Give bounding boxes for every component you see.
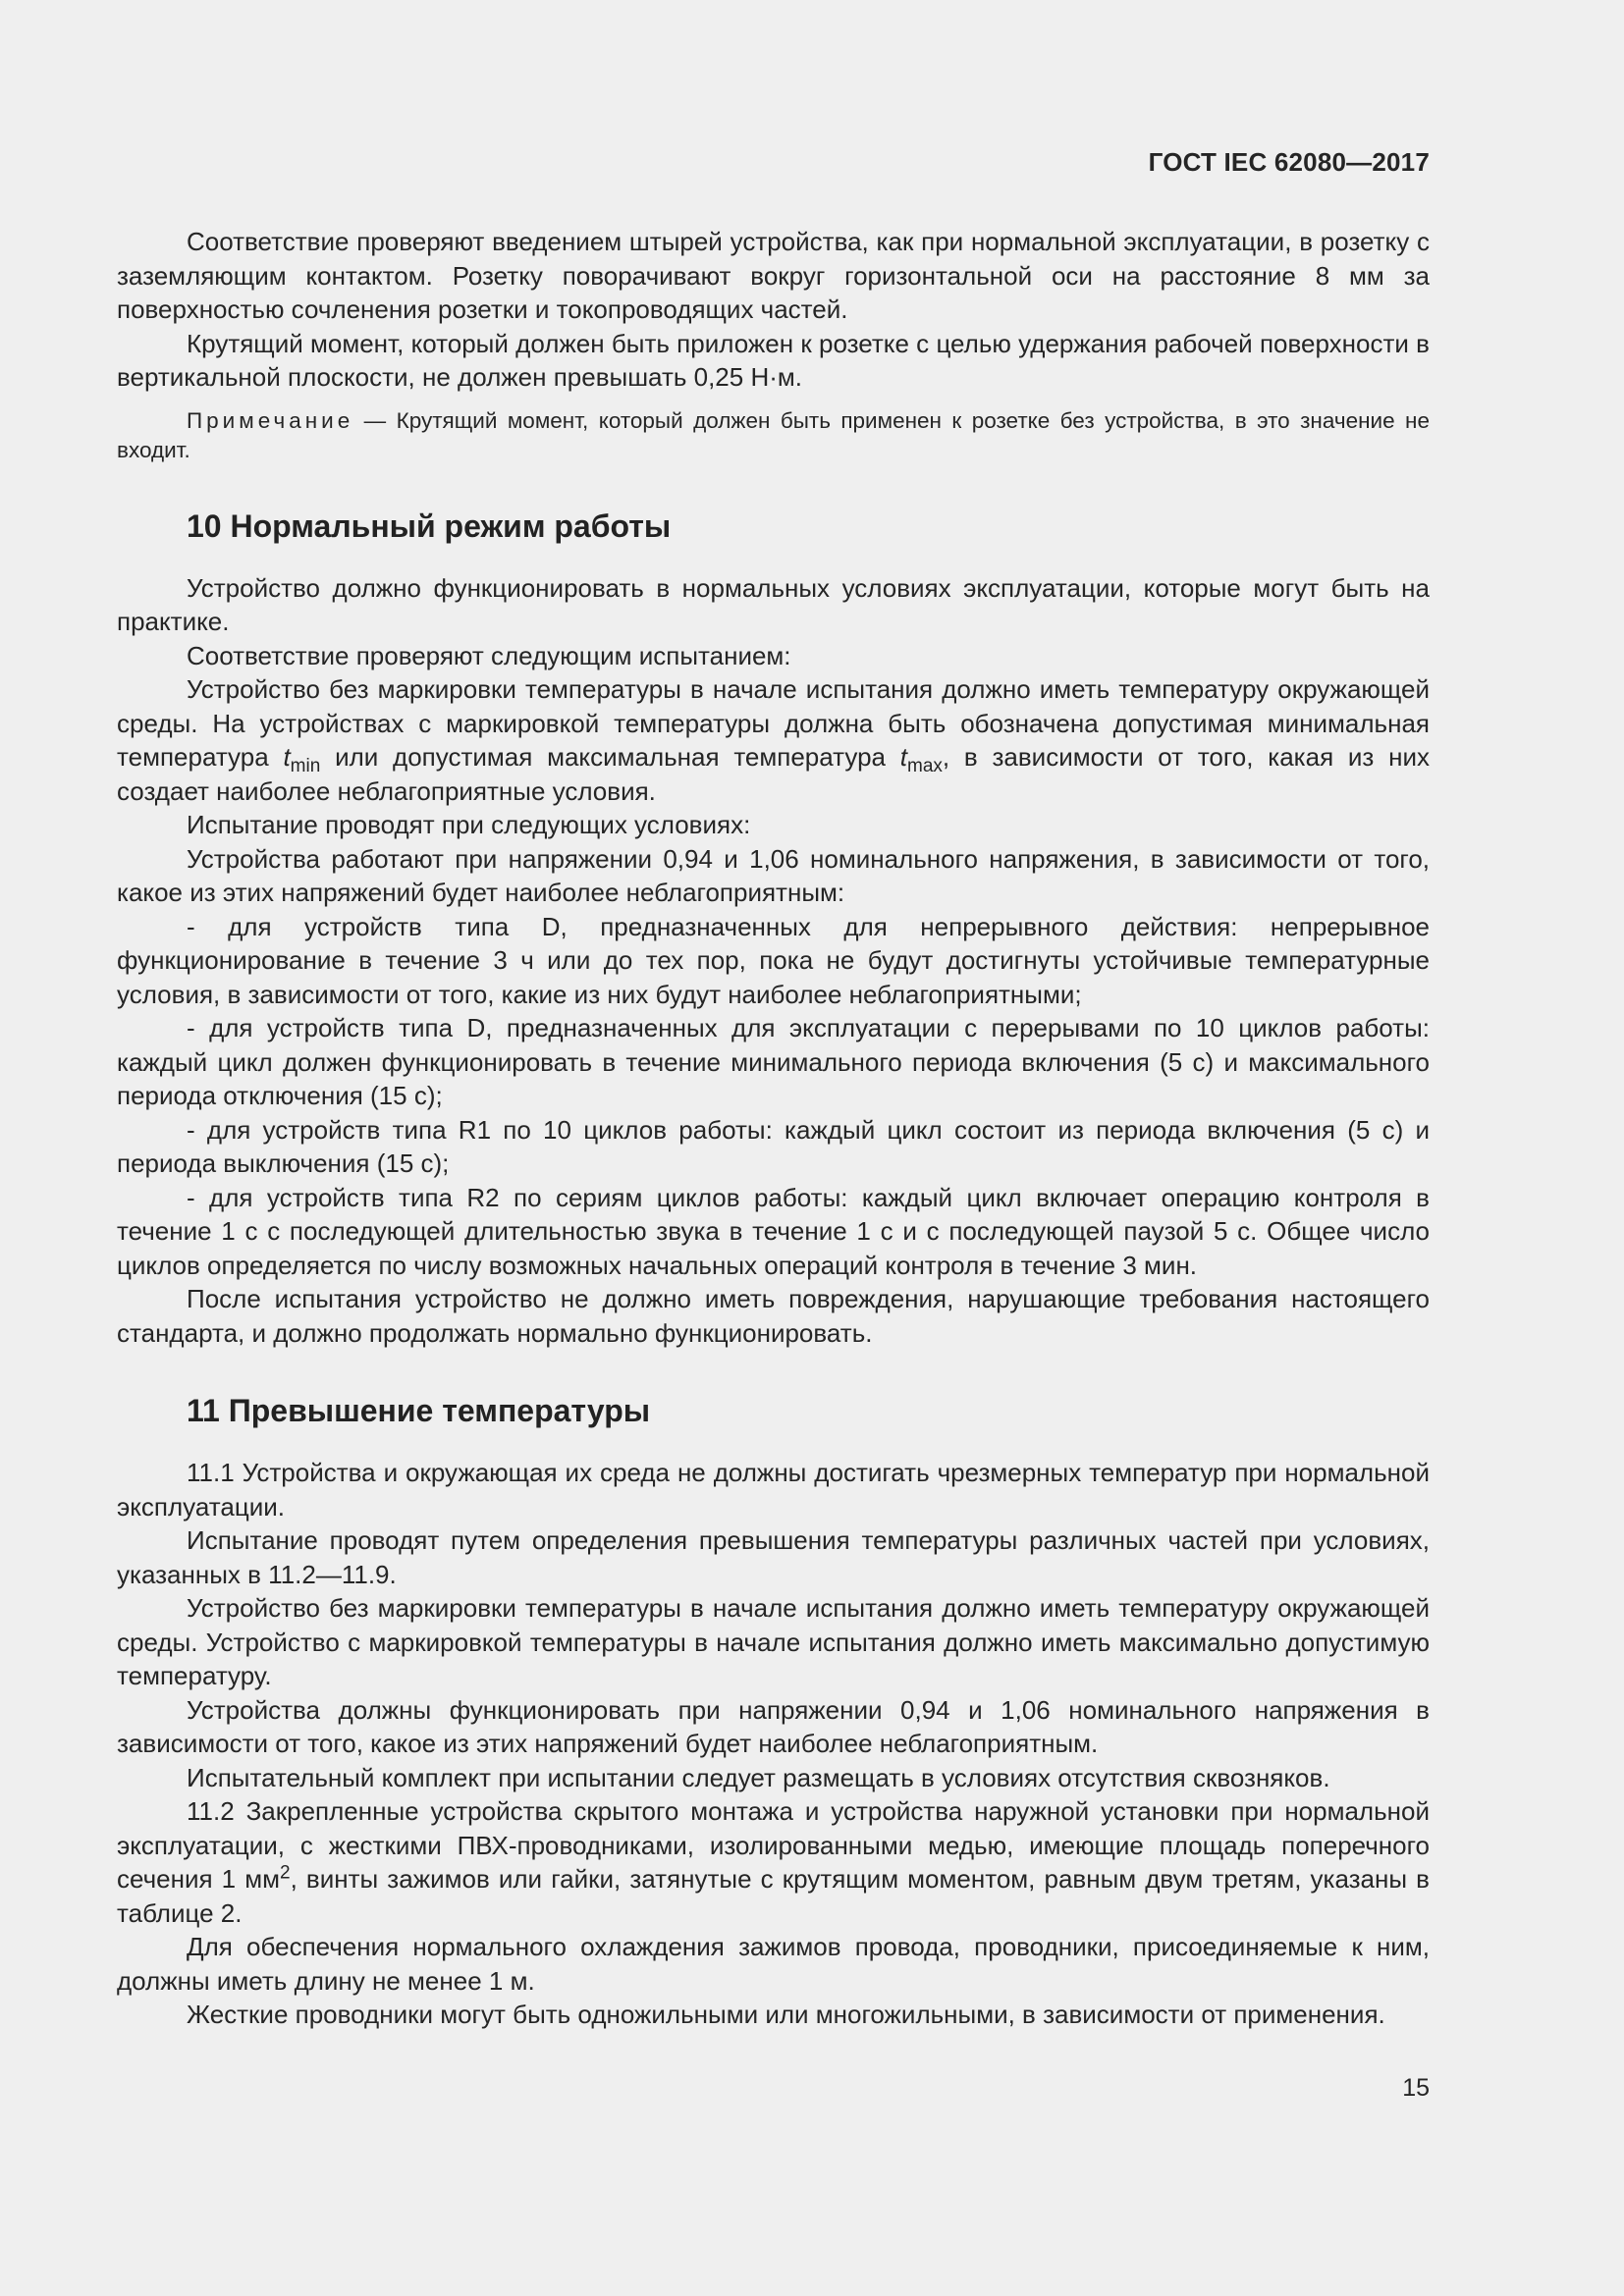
text-run: Устройство без маркировки температуры в начале испытания должно иметь температуру окружающей среды. На устройствах с маркировкой температуры должна быть обозначена допустимая минимальная температура [117, 674, 1430, 772]
text-run: , винты зажимов или гайки, затянутые с крутящим моментом, равным двум третям, указаны в таблице 2. [117, 1864, 1430, 1928]
note-text: — Крутящий момент, который должен быть применен к розетке без устройства, в это значение не входит. [117, 407, 1430, 462]
text-run: или допустимая максимальная температура [320, 742, 900, 772]
section-number: 10 [187, 507, 222, 544]
standard-header: ГОСТ IEC 62080—2017 [1148, 147, 1430, 177]
paragraph: Крутящий момент, который должен быть приложен к розетке с целью удержания рабочей поверхности в вертикальной плоскости, не должен превышать 0,25 Н·м. [117, 328, 1430, 392]
note [117, 406, 1430, 465]
subscript-max: max [907, 756, 943, 777]
section-title: Превышение температуры [228, 1393, 651, 1428]
paragraph: Испытание проводят при следующих условиях: [187, 810, 751, 839]
paragraph [117, 672, 1430, 808]
page-number: 15 [1402, 2074, 1430, 2102]
paragraph [117, 1794, 1430, 1930]
paragraph: 11.1 Устройства и окружающая их среда не должны достигать чрезмерных температур при нормальной эксплуатации. [117, 1458, 1430, 1522]
list-item: - для устройств типа R2 по сериям циклов работы: каждый цикл включает операцию контроля в течение 1 с с последующей длительностью звука в течение 1 с и с последующей паузой 5 с. Общее число циклов определяется по числу возможных начальных операций контроля в течение 3 мин. [117, 1182, 1430, 1280]
t-symbol: t [283, 742, 291, 772]
section-heading-10 [187, 505, 1430, 548]
section-heading-11 [187, 1389, 1430, 1432]
paragraph: Соответствие проверяют введением штырей устройства, как при нормальной эксплуатации, в розетку с заземляющим контактом. Розетку поворачивают вокруг горизонтальной оси на расстояние 8 мм за поверхностью сочленения розетки и токопроводящих частей. [117, 227, 1430, 324]
paragraph: Для обеспечения нормального охлаждения зажимов провода, проводники, присоединяемые к ним, должны иметь длину не менее 1 м. [117, 1932, 1430, 1996]
paragraph: Жесткие проводники могут быть одножильными или многожильными, в зависимости от применения. [187, 2000, 1385, 2029]
subscript-min: min [290, 756, 321, 777]
list-item: - для устройств типа R1 по 10 циклов работы: каждый цикл состоит из периода включения (5 с) и периода выключения (15 с); [117, 1114, 1430, 1178]
paragraph: Устройства должны функционировать при напряжении 0,94 и 1,06 номинального напряжения в зависимости от того, какое из этих напряжений будет наиболее неблагоприятным. [117, 1694, 1430, 1758]
superscript-2: 2 [280, 1862, 291, 1884]
paragraph: Устройства работают при напряжении 0,94 и 1,06 номинального напряжения, в зависимости от того, какое из этих напряжений будет наиболее неблагоприятным: [117, 843, 1430, 907]
paragraph: Испытательный комплект при испытании следует размещать в условиях отсутствия сквозняков. [187, 1762, 1330, 1792]
section-number: 11 [187, 1393, 220, 1428]
note-label: Примечание [187, 407, 354, 433]
paragraph: Устройство должно функционировать в нормальных условиях эксплуатации, которые могут быть на практике. [117, 572, 1430, 636]
paragraph: Соответствие проверяют следующим испытанием: [187, 640, 791, 670]
text-run: 11.2 Закрепленные устройства скрытого монтажа и устройства наружной установки при нормальной эксплуатации, с жесткими ПВХ-проводниками, изолированными медью, имеющие площадь поперечного сечения 1 мм [117, 1796, 1430, 1894]
text-run: , в зависимости от того, какая из них создает наиболее неблагоприятные условия. [117, 742, 1431, 806]
list-item: - для устройств типа D, предназначенных для непрерывного действия: непрерывное функционирование в течение 3 ч или до тех пор, пока не будут достигнуты устойчивые температурные условия, в зависимости от того, какие из них будут наиболее неблагоприятными; [117, 911, 1430, 1009]
paragraph: Устройство без маркировки температуры в начале испытания должно иметь температуру окружающей среды. Устройство с маркировкой температуры в начале испытания должно иметь максимально допустимую температуру. [117, 1593, 1430, 1690]
paragraph: После испытания устройство не должно иметь повреждения, нарушающие требования настоящего стандарта, и должно продолжать нормально функционировать. [117, 1284, 1430, 1348]
t-symbol: t [899, 742, 907, 772]
list-item: - для устройств типа D, предназначенных для эксплуатации с перерывами по 10 циклов работы: каждый цикл должен функционировать в течение минимального периода включения (5 с) и максимального периода отключения (15 с); [117, 1013, 1430, 1110]
section-title: Нормальный режим работы [230, 507, 672, 544]
document-body [117, 225, 1430, 2032]
paragraph: Испытание проводят путем определения превышения температуры различных частей при условиях, указанных в 11.2—11.9. [117, 1525, 1430, 1589]
